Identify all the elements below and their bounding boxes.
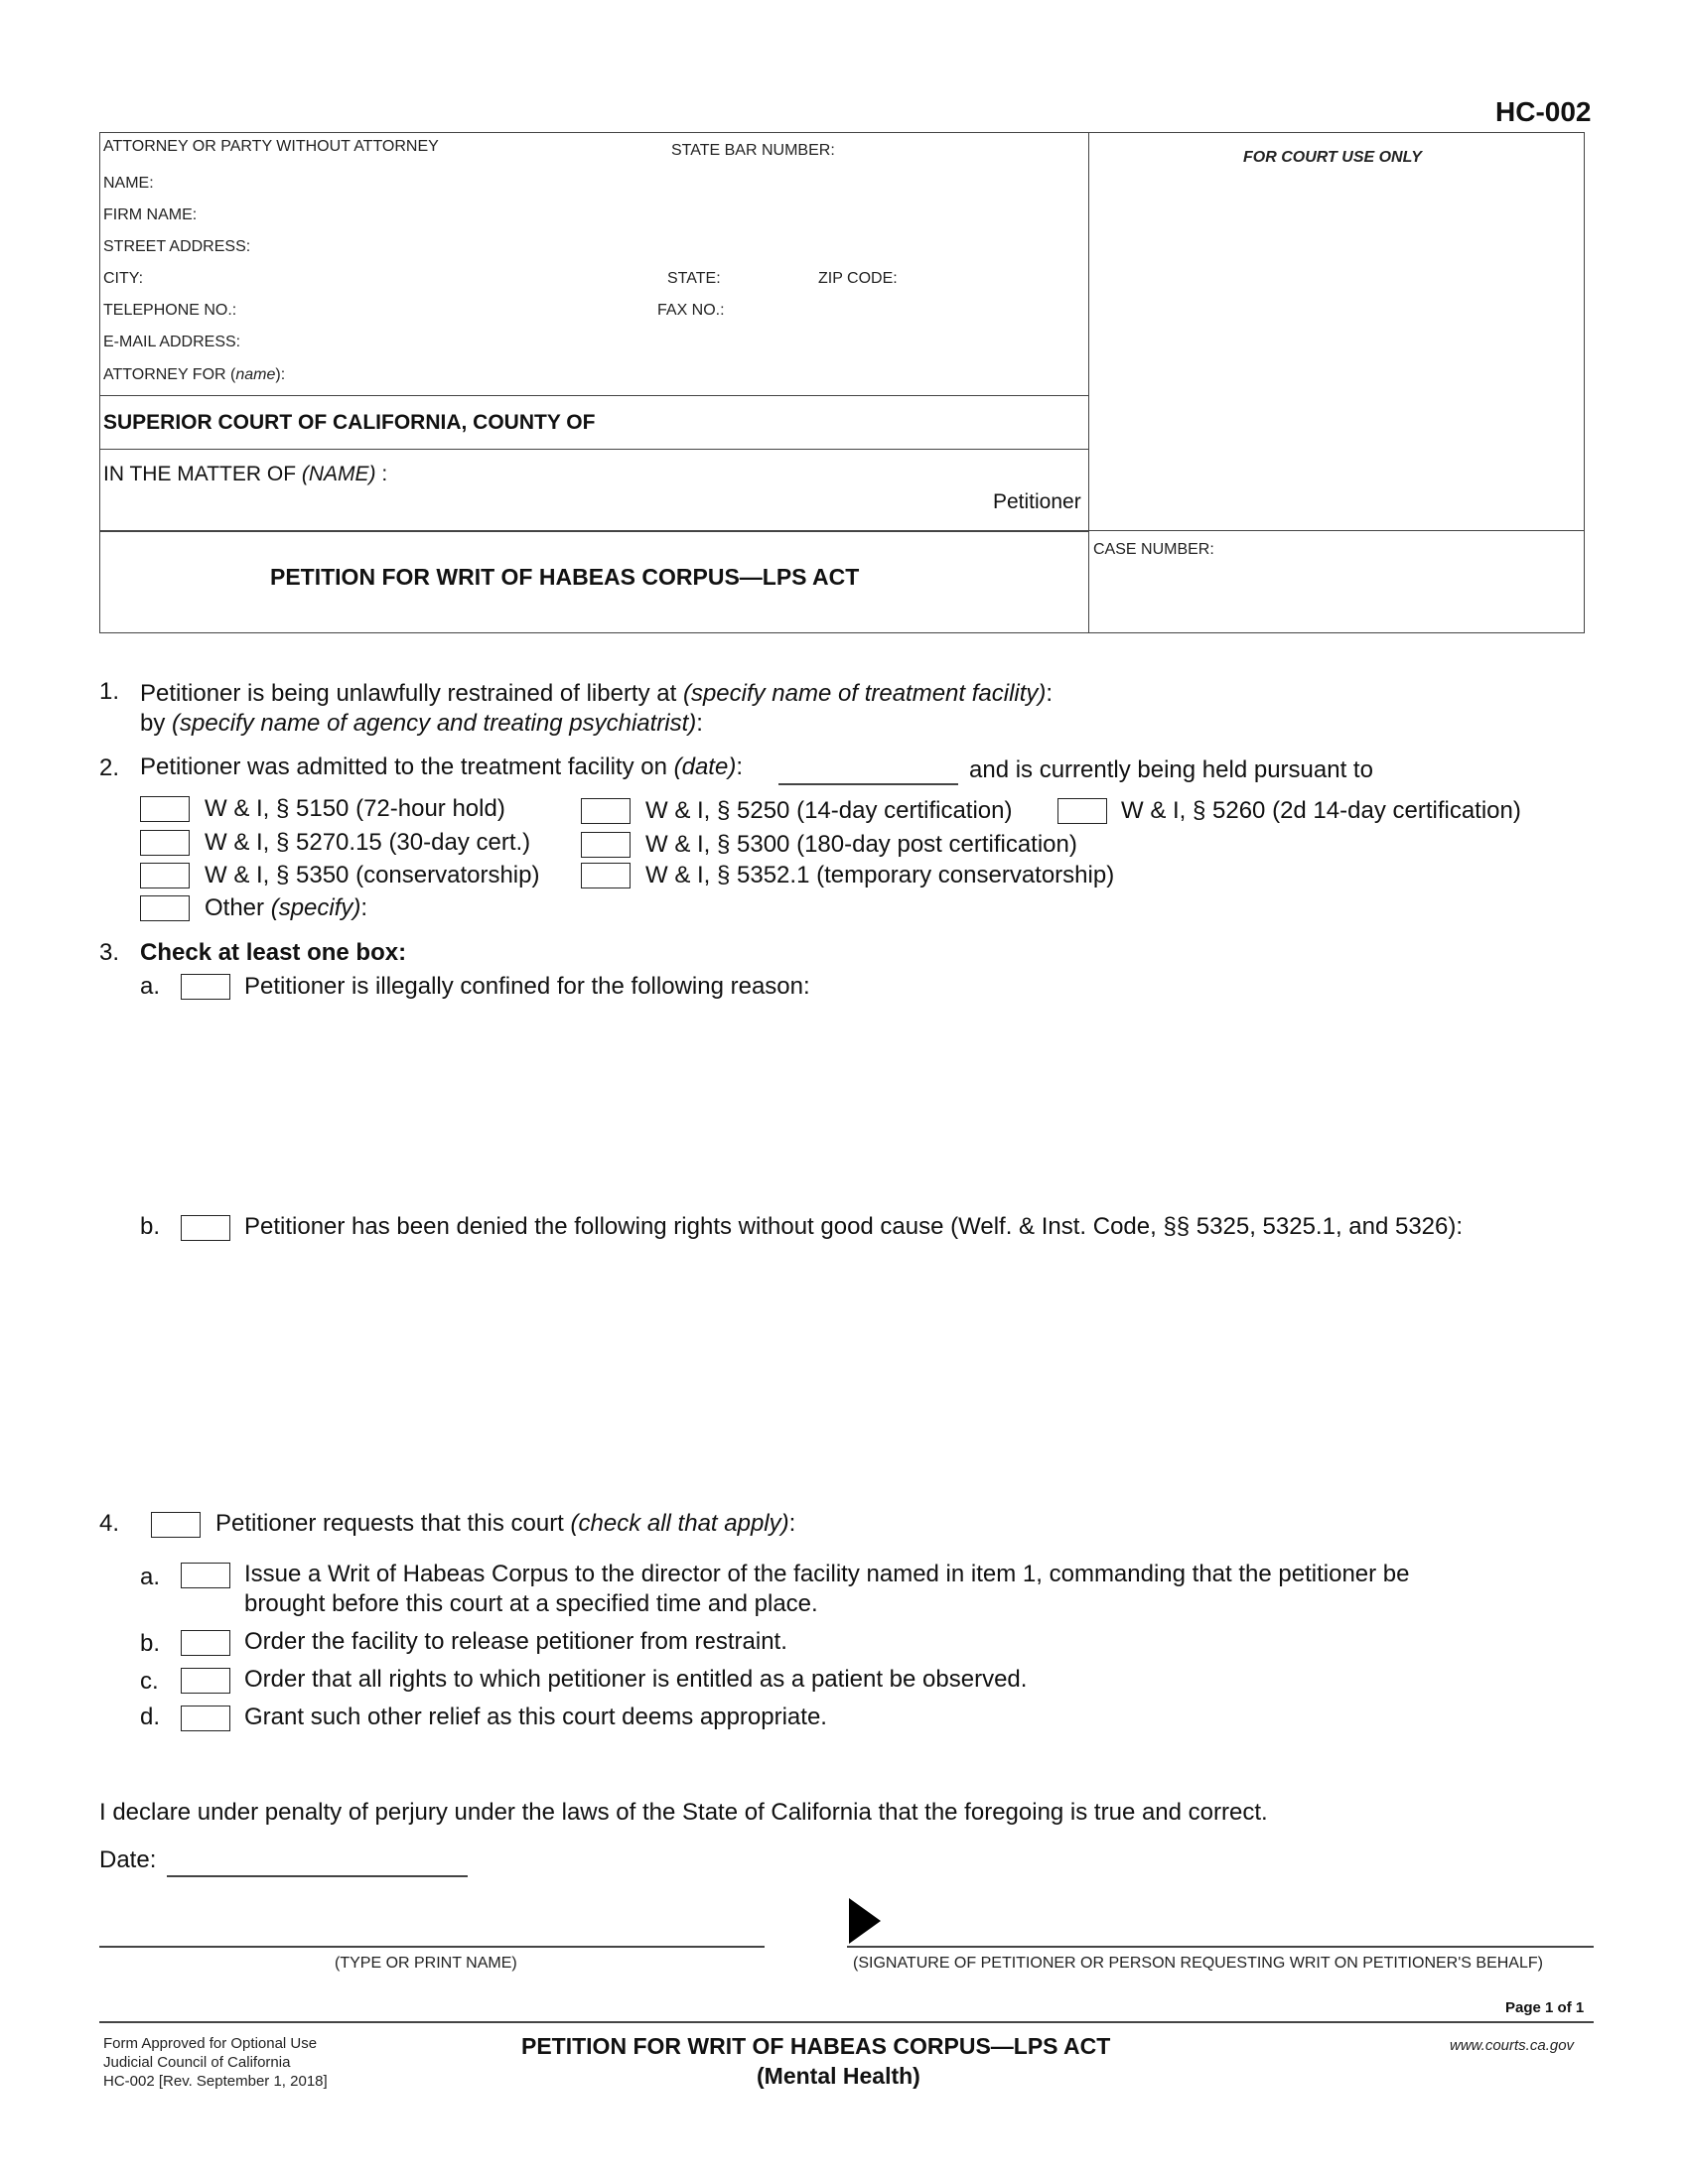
option-5300: W & I, § 5300 (180-day post certification) — [645, 831, 1077, 858]
item4d-letter: d. — [140, 1704, 161, 1730]
option-5270-15: W & I, § 5270.15 (30-day cert.) — [205, 829, 531, 856]
checkbox-4c[interactable] — [181, 1668, 230, 1694]
item4b-letter: b. — [140, 1630, 161, 1657]
checkbox-5150[interactable] — [140, 796, 190, 822]
petition-title: PETITION FOR WRIT OF HABEAS CORPUS—LPS ACT — [270, 564, 860, 590]
checkbox-5270-15[interactable] — [140, 830, 190, 856]
item1-line1: Petitioner is being unlawfully restrained of liberty at (specify name of treatment facility): — [140, 680, 1054, 707]
checkbox-4b[interactable] — [181, 1630, 230, 1656]
item1-line2: by (specify name of agency and treating psychiatrist): — [140, 710, 703, 737]
item1-number: 1. — [99, 678, 120, 705]
checkbox-5260[interactable] — [1057, 798, 1107, 824]
item4c-text: Order that all rights to which petitioner is entitled as a patient be observed. — [244, 1666, 1028, 1693]
option-5150: W & I, § 5150 (72-hour hold) — [205, 795, 505, 822]
page-number: Page 1 of 1 — [1505, 1999, 1585, 2016]
item3a-text: Petitioner is illegally confined for the following reason: — [244, 973, 810, 1000]
item2-text-cont: and is currently being held pursuant to — [969, 756, 1373, 783]
footer-title: PETITION FOR WRIT OF HABEAS CORPUS—LPS ACT — [521, 2033, 1111, 2059]
print-name-line[interactable] — [99, 1946, 765, 1948]
state-label: STATE: — [667, 270, 721, 287]
item3b-letter: b. — [140, 1213, 161, 1240]
print-name-caption: (TYPE OR PRINT NAME) — [335, 1955, 517, 1972]
court-use-box — [1088, 132, 1585, 531]
case-number-label: CASE NUMBER: — [1093, 541, 1214, 558]
telephone-label: TELEPHONE NO.: — [103, 302, 237, 319]
footer-rev: HC-002 [Rev. September 1, 2018] — [103, 2073, 328, 2090]
city-label: CITY: — [103, 270, 144, 287]
court-label: SUPERIOR COURT OF CALIFORNIA, COUNTY OF — [103, 411, 596, 434]
checkbox-4d[interactable] — [181, 1706, 230, 1731]
zip-label: ZIP CODE: — [818, 270, 898, 287]
firm-label: FIRM NAME: — [103, 206, 198, 223]
checkbox-other[interactable] — [140, 895, 190, 921]
petitioner-label: Petitioner — [993, 490, 1081, 513]
option-5260: W & I, § 5260 (2d 14-day certification) — [1121, 797, 1521, 824]
footer-website[interactable]: www.courts.ca.gov — [1450, 2037, 1575, 2054]
signature-arrow-icon — [847, 1896, 883, 1946]
item4a-letter: a. — [140, 1564, 161, 1590]
checkbox-3a[interactable] — [181, 974, 230, 1000]
item4d-text: Grant such other relief as this court deems appropriate. — [244, 1704, 827, 1730]
footer-council: Judicial Council of California — [103, 2054, 291, 2071]
attorney-label: ATTORNEY OR PARTY WITHOUT ATTORNEY — [103, 138, 439, 155]
street-label: STREET ADDRESS: — [103, 238, 251, 255]
item4a-line1: Issue a Writ of Habeas Corpus to the director of the facility named in item 1, commanding that the petitioner be — [244, 1561, 1410, 1587]
option-5350: W & I, § 5350 (conservatorship) — [205, 862, 540, 888]
item3-number: 3. — [99, 939, 120, 966]
court-use-label: FOR COURT USE ONLY — [1243, 149, 1422, 166]
item3a-letter: a. — [140, 973, 161, 1000]
declaration-text: I declare under penalty of perjury under the laws of the State of California that the foregoing is true and correct. — [99, 1799, 1268, 1826]
footer-divider — [99, 2021, 1594, 2023]
footer-subtitle: (Mental Health) — [757, 2063, 920, 2089]
signature-line[interactable] — [847, 1946, 1594, 1948]
attorney-for-label: ATTORNEY FOR (name): — [103, 366, 286, 383]
email-label: E-MAIL ADDRESS: — [103, 334, 241, 350]
date-label: Date: — [99, 1846, 157, 1873]
date-line[interactable] — [167, 1875, 468, 1877]
item4c-letter: c. — [140, 1668, 159, 1695]
checkbox-5350[interactable] — [140, 863, 190, 888]
matter-label: IN THE MATTER OF (NAME) : — [103, 463, 388, 485]
item2-text: Petitioner was admitted to the treatment facility on (date): — [140, 753, 743, 780]
option-other: Other (specify): — [205, 894, 368, 921]
item4b-text: Order the facility to release petitioner from restraint. — [244, 1628, 787, 1655]
checkbox-4a[interactable] — [181, 1563, 230, 1588]
admission-date-line[interactable] — [778, 783, 958, 785]
state-bar-label: STATE BAR NUMBER: — [671, 142, 835, 159]
item4a-line2: brought before this court at a specified time and place. — [244, 1590, 818, 1617]
option-5352-1: W & I, § 5352.1 (temporary conservatorship) — [645, 862, 1115, 888]
item4-number: 4. — [99, 1510, 120, 1537]
matter-box — [99, 449, 1089, 532]
signature-caption: (SIGNATURE OF PETITIONER OR PERSON REQUESTING WRIT ON PETITIONER'S BEHALF) — [853, 1955, 1543, 1972]
item3-heading: Check at least one box: — [140, 939, 407, 966]
fax-label: FAX NO.: — [657, 302, 725, 319]
item3b-text: Petitioner has been denied the following rights without good cause (Welf. & Inst. Code, §§ 5325, 5325.1, and 5326): — [244, 1213, 1464, 1240]
item2-number: 2. — [99, 754, 120, 781]
attorney-box — [99, 132, 1089, 396]
option-5250: W & I, § 5250 (14-day certification) — [645, 797, 1013, 824]
form-id: HC-002 — [1495, 96, 1592, 127]
name-label: NAME: — [103, 175, 154, 192]
checkbox-3b[interactable] — [181, 1215, 230, 1241]
checkbox-4[interactable] — [151, 1512, 201, 1538]
checkbox-5250[interactable] — [581, 798, 631, 824]
checkbox-5352-1[interactable] — [581, 863, 631, 888]
item4-text: Petitioner requests that this court (check all that apply): — [215, 1510, 796, 1537]
footer-approved: Form Approved for Optional Use — [103, 2035, 318, 2052]
checkbox-5300[interactable] — [581, 832, 631, 858]
